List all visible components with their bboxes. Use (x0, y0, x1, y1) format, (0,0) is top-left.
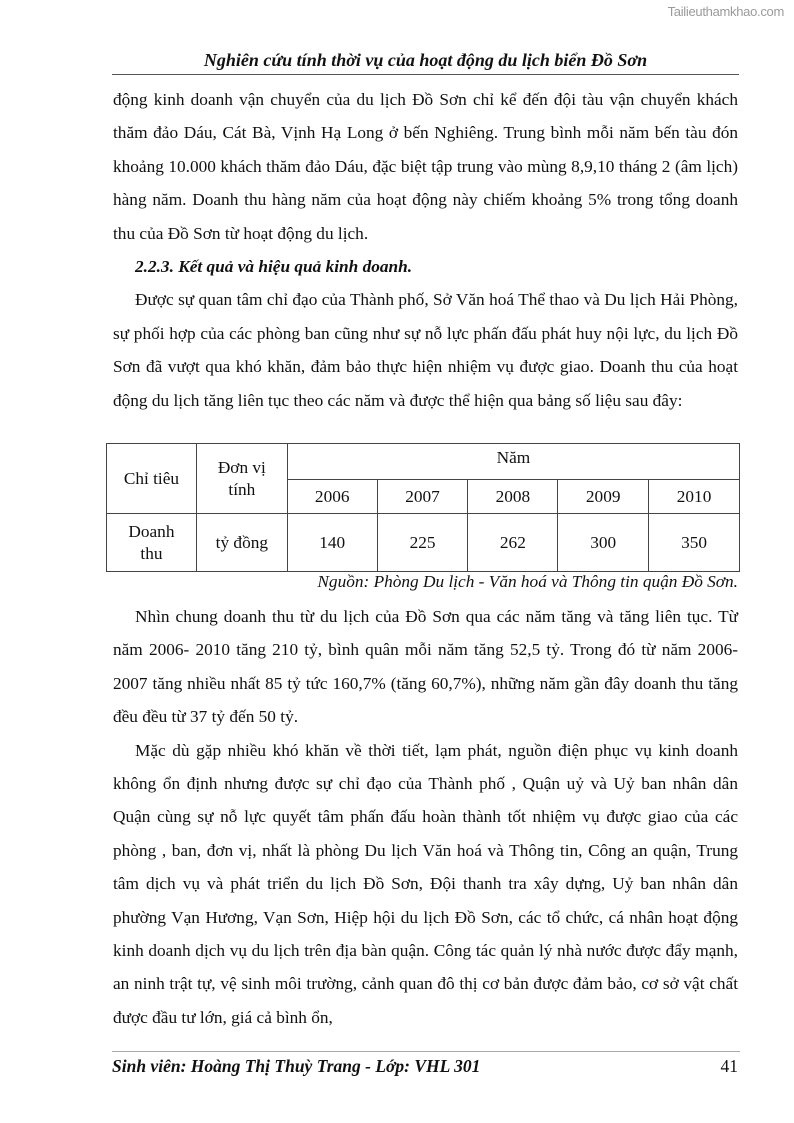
paragraph-4: Mặc dù gặp nhiều khó khăn về thời tiết, lạm phát, nguồn điện phục vụ kinh doanh không ổn định nhưng được sự chỉ đạo của Thành phố , Quận uỷ và Uỷ ban nhân dân Quận cùng sự nỗ lực quyết tâm phấn đấu hoàn thành tốt nhiệm vụ được giao của các phòng , ban, đơn vị, nhất là phòng Du lịch Văn hoá và Thông tin, Công an quận, Trung tâm dịch vụ và phát triển du lịch Đồ Sơn, Đội thanh tra xây dựng, Uỷ ban nhân dân phường Vạn Hương, Vạn Sơn, Hiệp hội du lịch Đồ Sơn, các tổ chức, cá nhân hoạt động kinh doanh dịch vụ du lịch trên địa bàn quận. Công tác quản lý nhà nước được đẩy mạnh, an ninh trật tự, vệ sinh môi trường, cảnh quan đô thị cơ bản được đảm bảo, cơ sở vật chất được đầu tư lớn, giá cả bình ổn, (113, 740, 738, 1027)
table-source: Nguồn: Phòng Du lịch - Văn hoá và Thông tin quận Đồ Sơn. (317, 572, 738, 591)
header-divider (112, 74, 739, 75)
row-value: 262 (468, 514, 558, 572)
running-header: Nghiên cứu tính thời vụ của hoạt động du lịch biển Đồ Sơn (203, 50, 648, 70)
paragraph-1: động kinh doanh vận chuyển của du lịch Đồ Sơn chỉ kể đến đội tàu vận chuyển khách thăm đảo Dáu, Cát Bà, Vịnh Hạ Long ở bến Nghiêng. Trung bình mỗi năm bến tàu đón khoảng 10.000 khách thăm đảo Dáu, đặc biệt tập trung vào mùng 8,9,10 tháng 2 (âm lịch) hàng năm. Doanh thu hàng năm của hoạt động này chiếm khoảng 5% trong tổng doanh thu của Đồ Sơn từ hoạt động du lịch. (113, 90, 738, 243)
row-value: 300 (558, 514, 649, 572)
row-indicator: Doanh thu (107, 514, 197, 572)
row-value: 350 (649, 514, 740, 572)
header-year: 2007 (377, 480, 468, 514)
header-unit: Đơn vị tính (196, 444, 287, 514)
row-unit: tỷ đồng (196, 514, 287, 572)
header-year: 2008 (468, 480, 558, 514)
row-value: 140 (287, 514, 377, 572)
header-year-group: Năm (287, 444, 739, 480)
body-bottom (113, 600, 738, 1034)
table-row (107, 514, 740, 572)
page-number: 41 (720, 1056, 738, 1076)
revenue-table (106, 443, 740, 572)
header-year: 2010 (649, 480, 740, 514)
body-top (113, 83, 738, 417)
row-value: 225 (377, 514, 468, 572)
header-year: 2009 (558, 480, 649, 514)
paragraph-2: Được sự quan tâm chỉ đạo của Thành phố, Sở Văn hoá Thể thao và Du lịch Hải Phòng, sự phối hợp của các phòng ban cũng như sự nỗ lực phấn đấu phát huy nội lực, du lịch Đồ Sơn đã vượt qua khó khăn, đảm bảo thực hiện nhiệm vụ được giao. Doanh thu của hoạt động du lịch tăng liên tục theo các năm và được thể hiện qua bảng số liệu sau đây: (113, 290, 738, 410)
paragraph-3: Nhìn chung doanh thu từ du lịch của Đồ Sơn qua các năm tăng và tăng liên tục. Từ năm 2006- 2010 tăng 210 tỷ, bình quân mỗi năm tăng 52,5 tỷ. Trong đó từ năm 2006-2007 tăng nhiều nhất 85 tỷ tức 160,7% (tăng 60,7%), những năm gần đây doanh thu tăng đều đều từ 37 tỷ đến 50 tỷ. (113, 607, 738, 727)
footer-author: Sinh viên: Hoàng Thị Thuỳ Trang - Lớp: VHL 301 (112, 1056, 481, 1076)
header-year: 2006 (287, 480, 377, 514)
watermark: Tailieuthamkhao.com (667, 4, 784, 19)
section-heading: 2.2.3. Kết quả và hiệu quả kinh doanh. (135, 257, 413, 277)
footer-divider (112, 1051, 740, 1052)
header-indicator: Chỉ tiêu (107, 444, 197, 514)
